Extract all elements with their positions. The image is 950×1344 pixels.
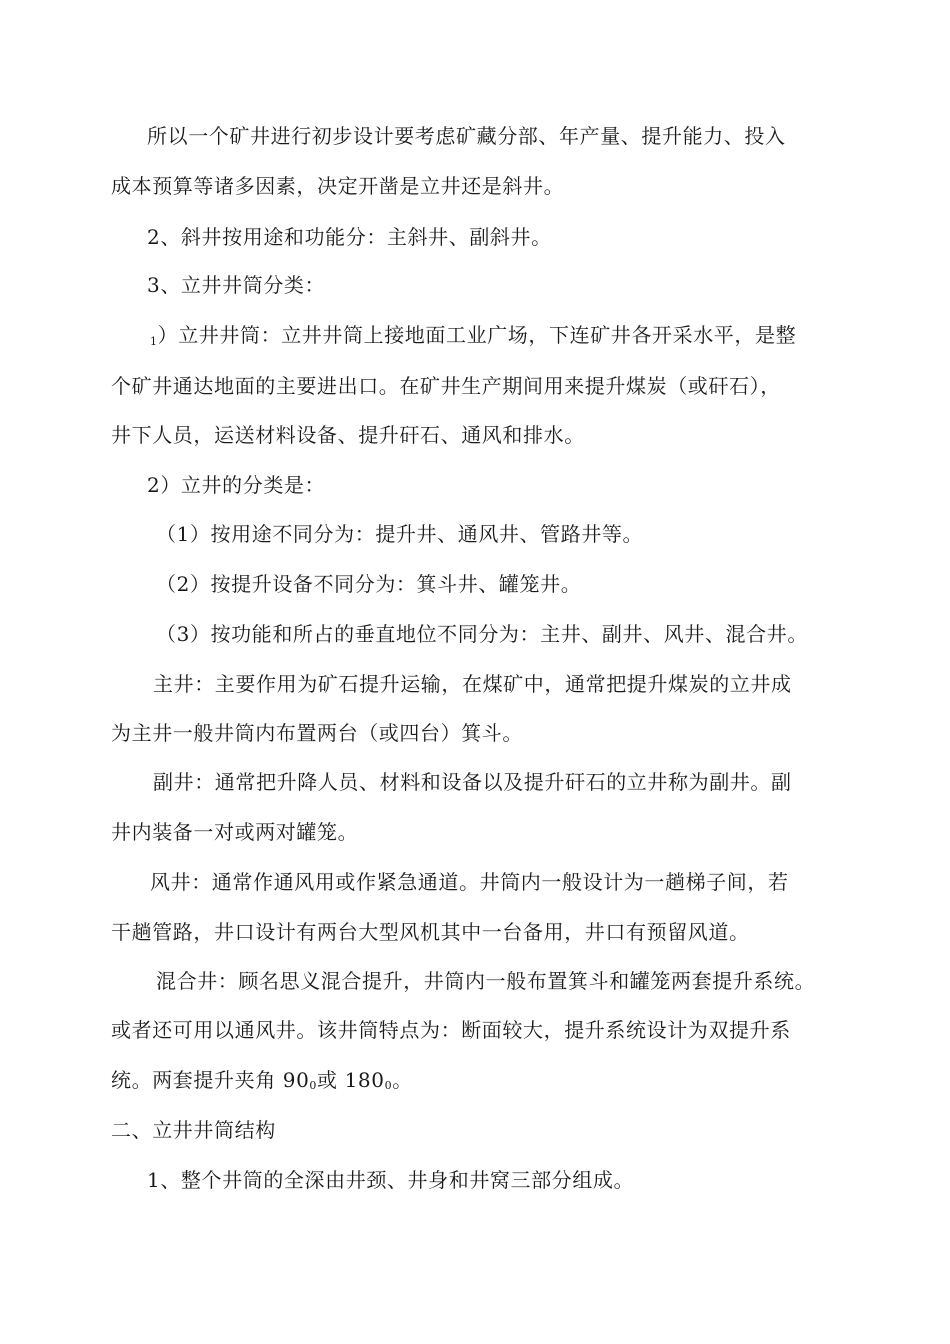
paragraph-line: 风井：通常作通风用或作紧急通道。井筒内一般设计为一趟梯子间，若 (150, 870, 789, 894)
line-text: 或 180 (317, 1068, 385, 1092)
line-text: 统。两套提升夹角 90 (111, 1068, 310, 1092)
paragraph-line: 井内装备一对或两对罐笼。 (111, 820, 359, 844)
paragraph-line: 成本预算等诸多因素，决定开凿是立井还是斜井。 (111, 174, 565, 198)
line-text: ）立井井筒：立井井筒上接地面工业广场，下连矿井各开采水平，是整 (157, 323, 797, 347)
paragraph-line: 副井：通常把升降人员、材料和设备以及提升矸石的立井称为副井。副 (153, 770, 792, 794)
degree-mark: 0 (384, 1079, 393, 1092)
paragraph-line: 1、整个井筒的全深由井颈、井身和井窝三部分组成。 (147, 1168, 635, 1192)
paragraph-line (150, 323, 796, 354)
section-heading: 二、立井井筒结构 (111, 1118, 276, 1142)
paragraph-line: 或者还可用以通风井。该井筒特点为：断面较大，提升系统设计为双提升系 (111, 1018, 791, 1042)
paragraph-line: 所以一个矿井进行初步设计要考虑矿藏分部、年产量、提升能力、投入 (147, 124, 786, 148)
paragraph-line: 混合井：顾名思义混合提升，井筒内一般布置箕斗和罐笼两套提升系统。 (156, 969, 816, 993)
paragraph-line (111, 1068, 413, 1098)
paragraph-line: 主井：主要作用为矿石提升运输，在煤矿中，通常把提升煤炭的立井成 (153, 672, 792, 696)
paragraph-line: 2）立井的分类是： (147, 473, 326, 497)
paragraph-line: 井下人员，运送材料设备、提升矸石、通风和排水。 (111, 423, 585, 447)
paragraph-line: 干趟管路，井口设计有两台大型风机其中一台备用，井口有预留风道。 (111, 920, 750, 944)
paragraph-line: 2、斜井按用途和功能分：主斜井、副斜井。 (147, 225, 552, 249)
paragraph-line: 3、立井井筒分类： (147, 273, 326, 297)
paragraph-line: （1）按用途不同分为：提升井、通风井、管路井等。 (156, 522, 644, 546)
paragraph-line: 为主井一般井筒内布置两台（或四台）箕斗。 (111, 721, 523, 745)
paragraph-line: 个矿井通达地面的主要进出口。在矿井生产期间用来提升煤炭（或矸石）， (111, 374, 781, 398)
line-text: 。 (392, 1068, 413, 1092)
paragraph-line: （2）按提升设备不同分为：箕斗井、罐笼井。 (156, 572, 582, 596)
paragraph-line: （3）按功能和所占的垂直地位不同分为：主井、副井、风井、混合井。 (156, 622, 808, 646)
degree-mark: 0 (309, 1079, 318, 1092)
list-number: 1 (150, 335, 158, 348)
